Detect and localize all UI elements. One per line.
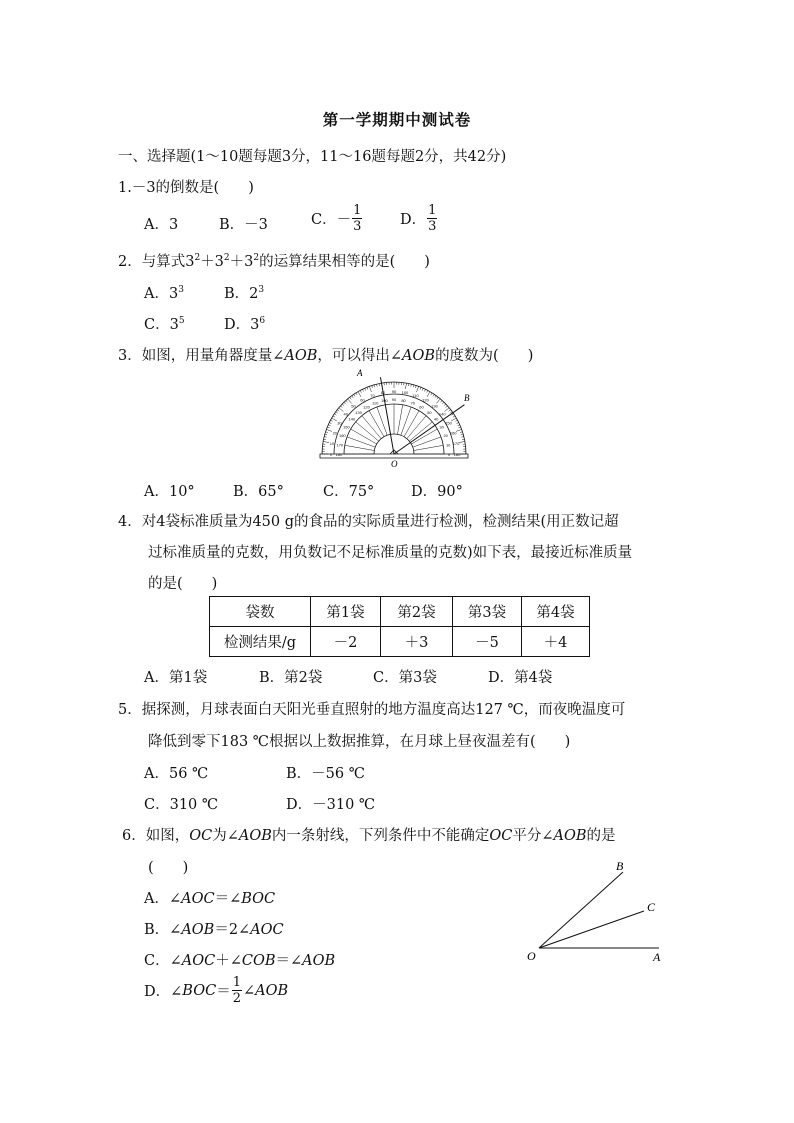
fraction-numerator: 1: [353, 203, 362, 218]
q6-option-c-mid1: ＋∠: [215, 953, 242, 969]
q6-answer-paren: ( ): [148, 860, 189, 876]
q6-option-c-pre: C．∠: [144, 953, 182, 969]
protractor-tick: [411, 384, 412, 386]
section-heading: 一、选择题(1～10题每题3分，11～16题每题2分，共42分): [118, 149, 507, 165]
protractor-scale-label: 60: [419, 404, 424, 410]
protractor-tick: [449, 410, 451, 412]
protractor-tick: [461, 434, 463, 435]
protractor-scale-label: 30: [337, 420, 342, 426]
q4-option-c: C．第3袋: [373, 670, 437, 686]
protractor-tick: [455, 420, 457, 421]
protractor-tick: [424, 389, 425, 391]
protractor-spoke: [401, 407, 411, 435]
protractor-tick: [330, 420, 332, 421]
protractor-tick: [379, 384, 380, 386]
protractor-scale-label: 40: [343, 411, 348, 417]
q3-stem-pre: 3．如图，用量角器度量∠: [118, 348, 285, 364]
q1-stem: 1.－3的倒数是( ): [118, 180, 254, 196]
protractor-tick: [374, 385, 375, 387]
exponent: 6: [259, 316, 266, 326]
protractor-tick: [340, 406, 342, 408]
protractor-tick: [444, 404, 446, 406]
protractor-tick: [458, 427, 460, 428]
protractor-scale-label: 70: [410, 400, 416, 406]
angle-name: AOB: [302, 953, 336, 969]
protractor-tick: [354, 394, 355, 396]
protractor-tick: [456, 429, 462, 431]
q6-stem-mid3: 平分∠: [512, 828, 554, 844]
protractor-tick: [326, 429, 332, 431]
protractor-scale-label: 0: [329, 452, 333, 457]
protractor-tick: [415, 386, 416, 388]
exponent: 2: [223, 253, 230, 263]
fraction: [352, 204, 362, 233]
q3-option-a: A．10°: [144, 484, 195, 500]
protractor-label-o: O: [391, 459, 398, 469]
q1-option-d: [400, 204, 438, 233]
protractor-scale-label: 20: [332, 430, 338, 436]
q2-option-a-text: A．3: [144, 286, 179, 302]
q6-stem-mid1: 为∠: [212, 828, 239, 844]
table-cell: 第1袋: [311, 597, 381, 627]
protractor-scale-label: 20: [443, 433, 448, 439]
protractor-scale-label: 60: [360, 397, 365, 403]
protractor-tick: [441, 400, 443, 402]
q6-option-c-mid2: ＝∠: [275, 953, 303, 969]
protractor-scale-label: 140: [348, 416, 356, 422]
exponent: 3: [258, 285, 265, 295]
protractor-tick: [420, 387, 421, 389]
protractor-tick: [433, 394, 434, 396]
protractor-label-a: A: [357, 368, 363, 378]
q4-option-a: A．第1袋: [144, 670, 208, 686]
angle-name: BOC: [182, 982, 217, 999]
exponent: 2: [253, 253, 260, 263]
protractor-tick: [344, 402, 346, 404]
protractor-scale-label: 160: [338, 433, 346, 439]
exponent: 5: [178, 316, 185, 326]
protractor-tick: [334, 414, 336, 415]
ray-oc: [539, 911, 644, 948]
q5-option-d: D．－310 ℃: [286, 797, 376, 813]
protractor-tick: [456, 422, 458, 423]
q6-stem-mid2: 内一条射线，下列条件中不能确定: [271, 828, 490, 844]
protractor-tick: [427, 390, 428, 392]
protractor-tick: [453, 416, 455, 417]
protractor-spoke: [345, 445, 375, 450]
protractor-tick: [446, 406, 448, 408]
angle-name: AOB: [284, 348, 318, 364]
protractor-scale-label: 70: [370, 392, 375, 398]
q6-stem-post: 的是: [586, 828, 616, 844]
protractor-tick: [408, 384, 409, 386]
q2-option-c-text: C．3: [144, 317, 179, 333]
protractor-scale-label: 130: [431, 403, 438, 409]
q2-option-d-text: D．3: [224, 317, 260, 333]
q5-option-b: B．－56 ℃: [286, 766, 365, 782]
q6-stem-pre: 6．如图，: [122, 828, 190, 844]
protractor-tick: [360, 390, 361, 392]
q1-option-c: [311, 204, 363, 233]
fraction-denominator: 2: [232, 991, 241, 1006]
result-table: [209, 596, 590, 657]
q1-option-d-label: D．: [400, 212, 427, 228]
protractor-scale-label: 0: [447, 452, 451, 457]
protractor-spoke: [414, 445, 444, 450]
protractor-scale-label: 90: [391, 397, 397, 402]
q6-option-b: [144, 918, 284, 939]
protractor-spoke: [397, 405, 402, 435]
q5-option-c: C．310 ℃: [144, 797, 219, 813]
q1-option-c-label: C．－: [311, 212, 352, 228]
protractor-tick: [325, 434, 327, 435]
protractor-tick: [327, 427, 329, 428]
q6-option-d-mid2: ∠: [242, 982, 256, 999]
table-cell: －5: [453, 627, 522, 657]
ray-name: OC: [489, 828, 513, 844]
protractor-scale-label: 90: [391, 389, 397, 394]
q4-option-b: B．第2袋: [259, 670, 323, 686]
angle-name: AOC: [250, 922, 284, 938]
q6-option-a-pre: A．∠: [144, 891, 182, 907]
protractor-tick: [336, 412, 338, 413]
protractor-tick: [431, 393, 432, 395]
protractor-tick: [367, 387, 368, 389]
protractor-scale-label: 110: [412, 392, 419, 398]
q2-stem: [118, 250, 430, 271]
q1-option-b: B．－3: [219, 217, 268, 233]
q3-option-b: B．65°: [233, 484, 284, 500]
q5-option-a: A．56 ℃: [144, 766, 209, 782]
protractor-scale-label: 100: [401, 389, 409, 395]
table-header-row: [210, 597, 590, 627]
ray-name: OC: [189, 828, 213, 844]
angle-name: AOB: [255, 982, 289, 999]
q3-option-c: C．75°: [323, 484, 375, 500]
q3-stem-mid: ，可以得出∠: [317, 348, 403, 364]
protractor-tick: [442, 402, 444, 404]
fraction-denominator: 3: [353, 219, 362, 234]
table-cell: 第4袋: [522, 597, 590, 627]
protractor-spoke: [377, 407, 387, 435]
protractor-scale-label: 30: [439, 424, 444, 430]
figure-label-o: O: [527, 949, 536, 963]
protractor-scale-label: 130: [355, 409, 362, 415]
angle-name: AOC: [181, 953, 216, 969]
angle-name: AOB: [181, 922, 215, 938]
page-title: 第一学期期中测试卷: [322, 110, 472, 129]
protractor-scale-label: 110: [371, 400, 379, 406]
protractor-tick: [451, 418, 456, 421]
fraction-numerator: 1: [428, 203, 437, 218]
protractor-tick: [324, 439, 326, 440]
protractor-label-b: B: [464, 393, 470, 403]
protractor-tick: [459, 441, 465, 442]
figure-label-a: A: [653, 950, 661, 964]
q6-option-d-pre: D．∠: [144, 984, 183, 1000]
protractor-tick: [362, 389, 363, 391]
q6-stem: [122, 824, 616, 845]
protractor-tick: [332, 418, 337, 421]
protractor-tick: [405, 383, 406, 389]
protractor-scale-label: 80: [401, 397, 406, 403]
protractor-tick: [422, 388, 423, 390]
protractor-scale-label: 100: [381, 397, 388, 403]
q4-line2: 过标准质量的克数，用负数记不足标准质量的克数)如下表，最接近标准质量: [148, 545, 633, 561]
protractor-scale-label: 10: [329, 441, 335, 447]
q3-stem-post: 的度数为( ): [435, 348, 534, 364]
q6-option-c: [144, 949, 335, 970]
fraction-denominator: 3: [428, 219, 437, 234]
q4-line3: 的是( ): [148, 576, 218, 592]
protractor-tick: [461, 437, 463, 438]
angle-name: BOC: [241, 891, 276, 907]
protractor-scale-label: 40: [433, 416, 439, 422]
fraction-numerator: 1: [232, 975, 241, 990]
q3-option-d: D．90°: [411, 484, 463, 500]
q4-line1: 4．对4袋标准质量为450 g的食品的实际质量进行检测，检测结果(用正数记超: [118, 514, 619, 530]
q6-option-b-mid: ＝2∠: [214, 922, 251, 938]
q2-option-a: [144, 282, 184, 303]
table-cell: 第2袋: [381, 597, 453, 627]
q6-option-a: [144, 887, 275, 908]
angle-name: COB: [241, 953, 276, 969]
protractor-scale-label: 50: [351, 403, 356, 409]
q2-stem-post: 的运算结果相等的是( ): [259, 254, 430, 270]
protractor-tick: [413, 385, 414, 387]
figure-label-c: C: [647, 900, 656, 914]
q6-option-a-mid: ＝∠: [214, 891, 242, 907]
q6-option-b-pre: B．∠: [144, 922, 182, 938]
protractor-scale-label: 160: [449, 430, 457, 436]
protractor-scale-label: 180: [335, 452, 343, 457]
q4-option-d: D．第4袋: [488, 670, 553, 686]
protractor-spoke: [347, 437, 375, 447]
protractor-tick: [350, 397, 352, 399]
protractor-tick: [457, 425, 459, 426]
q2-option-b-text: B．2: [224, 286, 259, 302]
fraction: [427, 204, 437, 233]
ray-ob: [539, 872, 623, 948]
q2-stem-pre: 2．与算式3: [118, 254, 195, 270]
protractor-scale-label: 170: [336, 442, 344, 448]
protractor-tick: [352, 396, 353, 398]
exponent: 2: [194, 253, 201, 263]
protractor-tick: [337, 410, 339, 412]
angle-name: AOC: [181, 891, 215, 907]
protractor-tick: [372, 386, 373, 388]
angle-name: AOB: [238, 828, 272, 844]
protractor-tick: [326, 432, 328, 433]
protractor-tick: [377, 384, 378, 386]
table-cell: ＋4: [522, 627, 590, 657]
protractor-scale-label: 50: [427, 409, 432, 415]
q3-stem: [118, 344, 533, 365]
protractor-tick: [460, 432, 462, 433]
q2-stem-mid1: ＋3: [200, 254, 224, 270]
protractor-tick: [369, 386, 371, 392]
protractor-figure: [315, 364, 485, 472]
protractor-tick: [342, 404, 344, 406]
angle-name: AOB: [553, 828, 587, 844]
protractor-tick: [427, 392, 430, 397]
protractor-scale-label: 120: [363, 404, 370, 410]
table-cell: －2: [311, 627, 381, 657]
angle-figure: [520, 855, 680, 970]
table-cell: 检测结果/g: [210, 627, 311, 657]
q1-option-a: A．3: [144, 217, 179, 233]
protractor-tick: [437, 397, 439, 399]
table-cell: 第3袋: [453, 597, 522, 627]
q2-stem-mid2: ＋3: [229, 254, 254, 270]
table-cell: ＋3: [381, 627, 453, 657]
q2-option-d: [224, 313, 265, 334]
q2-option-c: [144, 313, 185, 334]
q6-option-d-mid: ＝: [216, 984, 231, 1000]
protractor-tick: [328, 425, 330, 426]
protractor-tick: [323, 441, 329, 442]
angle-name: AOB: [402, 348, 436, 364]
q5-line1: 5．据探测，月球表面白天阳光垂直照射的地方温度高达127 ℃，而夜晚温度可: [118, 702, 626, 718]
protractor-scale-label: 120: [422, 397, 429, 403]
protractor-scale-label: 80: [380, 389, 386, 395]
protractor-tick: [358, 392, 361, 397]
q5-line2: 降低到零下183 ℃根据以上数据推算，在月球上昼夜温差有( ): [148, 734, 571, 750]
protractor-tick: [324, 437, 326, 438]
protractor-tick: [329, 422, 331, 423]
exponent: 3: [178, 285, 184, 295]
protractor-tick: [435, 396, 436, 398]
protractor-tick: [417, 386, 419, 392]
q6-option-d: [144, 976, 288, 1005]
figure-label-b: B: [616, 859, 624, 873]
protractor-scale-label: 170: [452, 441, 460, 447]
table-cell: 袋数: [210, 597, 311, 627]
protractor-scale-label: 10: [445, 442, 451, 448]
fraction: [232, 976, 242, 1005]
protractor-tick: [346, 400, 348, 402]
table-row: [210, 627, 590, 657]
protractor-tick: [333, 416, 335, 417]
protractor-scale-label: 180: [453, 452, 461, 457]
protractor-scale-label: 150: [343, 424, 350, 430]
protractor-tick: [356, 393, 357, 395]
protractor-tick: [365, 388, 366, 390]
protractor-scale-label: 150: [445, 420, 452, 426]
protractor-tick: [462, 439, 464, 440]
q2-option-b: [224, 282, 264, 303]
protractor-scale-label: 140: [438, 411, 446, 417]
